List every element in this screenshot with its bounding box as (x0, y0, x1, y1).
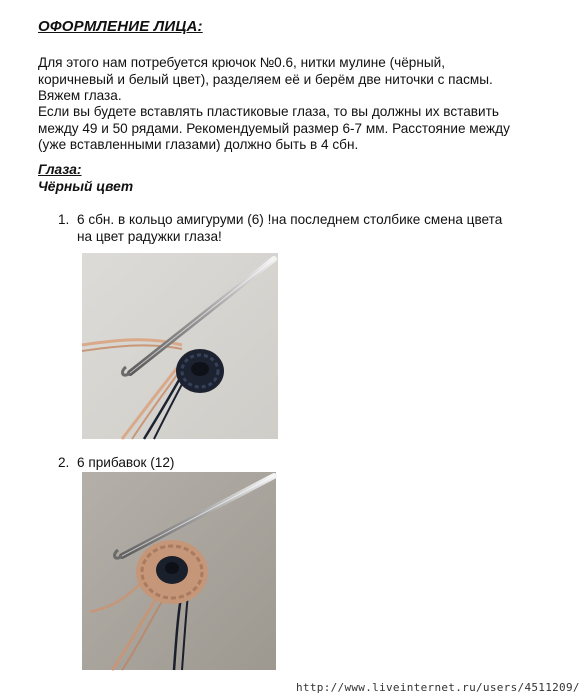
step-1-text: 6 сбн. в кольцо амигуруми (6) !на последнем столбике смена цвета на цвет радужки глаза! (77, 212, 503, 244)
step-1-number: 1. (58, 212, 70, 227)
source-watermark: http://www.liveinternet.ru/users/4511209/ (296, 681, 580, 694)
section-heading: ОФОРМЛЕНИЕ ЛИЦА: (38, 18, 203, 35)
eyes-subheading: Глаза: (38, 162, 82, 177)
step-2-text: 6 прибавок (12) (77, 455, 175, 470)
step-1-photo (82, 253, 278, 439)
black-color-subheading: Чёрный цвет (38, 179, 134, 194)
crochet-increase-illustration (82, 472, 276, 670)
step-2-photo (82, 472, 276, 670)
crochet-ring-illustration (82, 253, 278, 439)
plastic-eyes-paragraph: Если вы будете вставлять пластиковые глаза, то вы должны их вставить между 49 и 50 рядами. Рекомендуемый размер 6-7 мм. Расстояние между (уже вставленными глазами) должно быть в 4 сбн. (38, 104, 510, 152)
intro-paragraph: Для этого нам потребуется крючок №0.6, нитки мулине (чёрный, коричневый и белый цвет), разделяем её и берём две ниточки с пасмы. Вяжем глаза. (38, 55, 493, 103)
step-2-number: 2. (58, 455, 70, 470)
